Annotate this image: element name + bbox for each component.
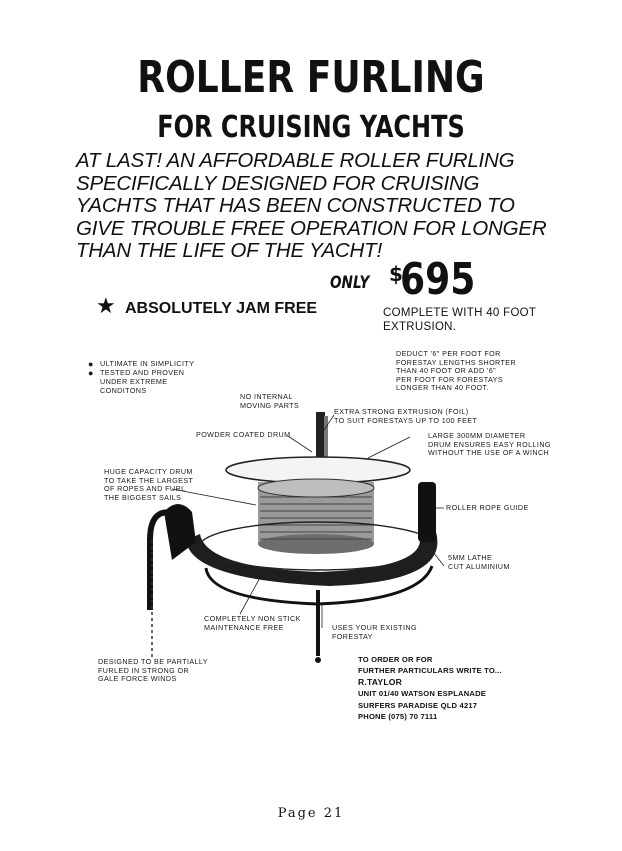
contact-address: SURFERS PARADISE QLD 4217 — [358, 700, 478, 710]
bullet-continuation: UNDER EXTREME — [100, 377, 168, 386]
callout-extrusion: EXTRA STRONG EXTRUSION (FOIL) TO SUIT FORESTAYS UP TO 100 FEET — [334, 407, 478, 425]
intro-line: GIVE TROUBLE FREE OPERATION FOR LONGER — [76, 216, 547, 240]
bullet-icon: ● — [88, 368, 94, 378]
star-icon: ★ — [96, 294, 116, 319]
callout-designed: DESIGNED TO BE PARTIALLY FURLED IN STRONG OR GALE FORCE WINDS — [98, 657, 208, 684]
ad-title: ROLLER FURLING — [137, 52, 485, 103]
price-note-line: EXTRUSION. — [383, 321, 457, 333]
bullet-item: ● TESTED AND PROVEN — [88, 368, 185, 378]
bullet-list — [88, 360, 248, 395]
drum-body-bottom — [258, 534, 374, 554]
callout-lathe: 5MM LATHE CUT ALUMINIUM — [448, 553, 510, 571]
price-currency: $ — [389, 262, 403, 286]
contact-phone: PHONE (075) 70 7111 — [358, 712, 438, 722]
price-note-line: COMPLETE WITH 40 FOOT — [383, 307, 537, 319]
price-amount: 695 — [400, 254, 476, 305]
callout-large-drum: LARGE 300MM DIAMETER DRUM ENSURES EASY ROLLING WITHOUT THE USE OF A WINCH — [428, 431, 551, 458]
callout-powder: POWDER COATED DRUM — [196, 430, 291, 439]
only-label: ONLY — [330, 273, 370, 293]
bullet-icon: ● — [88, 359, 94, 369]
callout-no-internal: NO INTERNAL MOVING PARTS — [240, 392, 300, 410]
intro-line: AT LAST! AN AFFORDABLE ROLLER FURLING — [76, 149, 515, 172]
intro-line: SPECIFICALLY DESIGNED FOR CRUISING — [76, 171, 480, 195]
intro-line: THAN THE LIFE OF THE YACHT! — [76, 239, 382, 262]
callout-deduct: DEDUCT '6" PER FOOT FOR FORESTAY LENGTHS SHORTER THAN 40 FOOT OR ADD '6" PER FOOT FOR FORESTAYS LONGER THAN 40 FOOT. — [396, 349, 517, 393]
contact-name: R.TAYLOR — [358, 676, 403, 687]
drum-top-edge — [258, 479, 374, 497]
contact-block — [358, 654, 558, 722]
contact-address: UNIT 01/40 WATSON ESPLANADE — [358, 689, 487, 699]
forestay-fitting — [315, 657, 321, 663]
bullet-continuation: CONDITONS — [100, 385, 147, 395]
callout-huge-capacity: HUGE CAPACITY DRUM TO TAKE THE LARGEST OF ROPES AND FURL THE BIGGEST SAILS — [104, 467, 194, 502]
bullet-item: ● ULTIMATE IN SIMPLICITY — [88, 359, 195, 369]
feature-jam-free: ABSOLUTELY JAM FREE — [125, 300, 318, 317]
callout-non-stick: COMPLETELY NON STICK MAINTENANCE FREE — [204, 614, 301, 632]
callout-roller-guide: ROLLER ROPE GUIDE — [446, 503, 529, 512]
page-number: Page 21 — [277, 806, 345, 821]
roller-rope-guide — [418, 482, 436, 542]
contact-line: TO ORDER OR FOR — [358, 655, 433, 664]
callout-uses-forestay: USES YOUR EXISTING FORESTAY — [332, 623, 417, 641]
ad-subtitle: FOR CRUISING YACHTS — [157, 110, 465, 145]
intro-line: YACHTS THAT HAS BEEN CONSTRUCTED TO — [76, 194, 515, 217]
contact-line: FURTHER PARTICULARS WRITE TO... — [358, 666, 502, 676]
